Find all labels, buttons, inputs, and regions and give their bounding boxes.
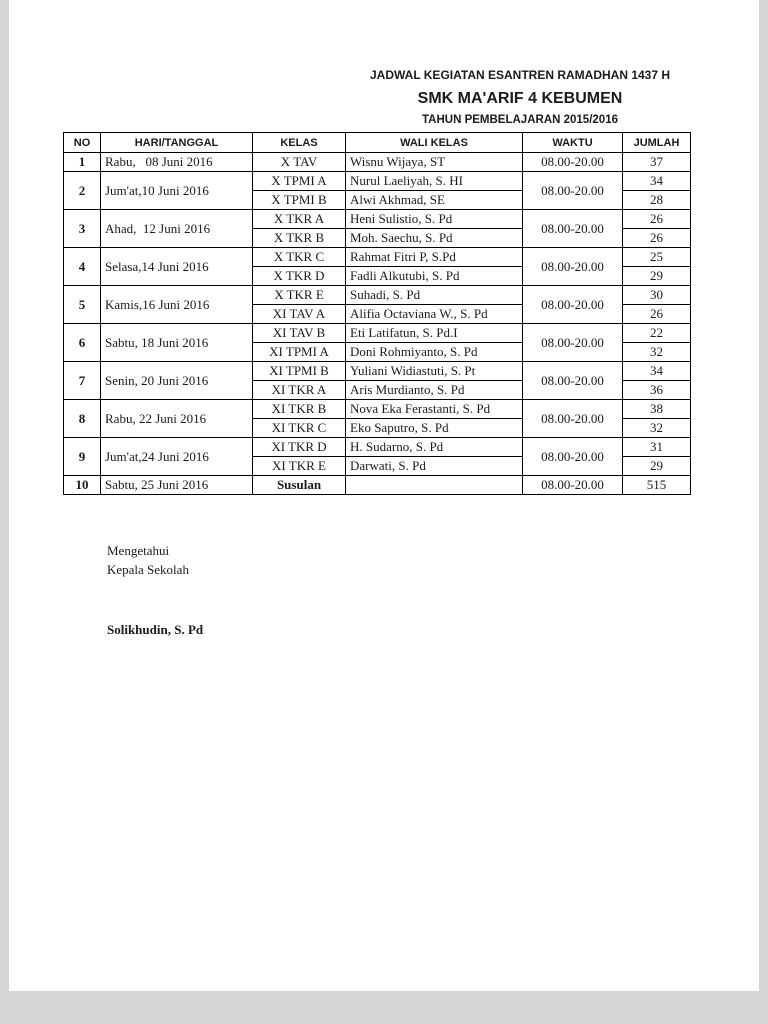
- cell-no: 10: [64, 476, 101, 495]
- cell-waktu: 08.00-20.00: [523, 476, 623, 495]
- cell-jumlah: 31: [623, 438, 691, 457]
- cell-wali: H. Sudarno, S. Pd: [346, 438, 523, 457]
- cell-waktu: 08.00-20.00: [523, 172, 623, 210]
- signature-name: Solikhudin, S. Pd: [107, 622, 204, 637]
- cell-kelas: X TKR A: [253, 210, 346, 229]
- table-row: [64, 286, 691, 305]
- cell-wali: Aris Murdianto, S. Pd: [346, 381, 523, 400]
- cell-wali: Suhadi, S. Pd: [346, 286, 523, 305]
- cell-jumlah: 22: [623, 324, 691, 343]
- cell-wali: Rahmat Fitri P, S.Pd: [346, 248, 523, 267]
- column-header-no: NO: [64, 133, 101, 153]
- cell-kelas: XI TKR E: [253, 457, 346, 476]
- table-header-row: [64, 133, 691, 153]
- cell-jumlah: 26: [623, 305, 691, 324]
- cell-date: Senin, 20 Juni 2016: [101, 362, 253, 400]
- cell-date: Rabu, 22 Juni 2016: [101, 400, 253, 438]
- cell-waktu: 08.00-20.00: [523, 362, 623, 400]
- cell-kelas: XI TKR C: [253, 419, 346, 438]
- cell-jumlah: 28: [623, 191, 691, 210]
- table-row: [64, 210, 691, 229]
- cell-jumlah: 37: [623, 153, 691, 172]
- cell-kelas: Susulan: [253, 476, 346, 495]
- document-page: [9, 0, 759, 991]
- cell-kelas: XI TAV B: [253, 324, 346, 343]
- cell-wali: Nova Eka Ferastanti, S. Pd: [346, 400, 523, 419]
- cell-jumlah: 515: [623, 476, 691, 495]
- cell-waktu: 08.00-20.00: [523, 324, 623, 362]
- cell-kelas: X TKR B: [253, 229, 346, 248]
- cell-kelas: XI TAV A: [253, 305, 346, 324]
- cell-waktu: 08.00-20.00: [523, 286, 623, 324]
- cell-kelas: X TAV: [253, 153, 346, 172]
- cell-no: 8: [64, 400, 101, 438]
- acknowledge-label: Mengetahui: [107, 543, 170, 558]
- cell-no: 5: [64, 286, 101, 324]
- column-header-kelas: KELAS: [253, 133, 346, 153]
- cell-waktu: 08.00-20.00: [523, 210, 623, 248]
- cell-waktu: 08.00-20.00: [523, 438, 623, 476]
- cell-no: 6: [64, 324, 101, 362]
- cell-wali: Wisnu Wijaya, ST: [346, 153, 523, 172]
- table-row: [64, 172, 691, 191]
- cell-kelas: XI TKR B: [253, 400, 346, 419]
- table-row: [64, 438, 691, 457]
- cell-wali: Eko Saputro, S. Pd: [346, 419, 523, 438]
- cell-date: Kamis,16 Juni 2016: [101, 286, 253, 324]
- cell-waktu: 08.00-20.00: [523, 248, 623, 286]
- cell-date: Sabtu, 25 Juni 2016: [101, 476, 253, 495]
- table-row: [64, 362, 691, 381]
- schedule-table: [63, 132, 691, 495]
- cell-no: 9: [64, 438, 101, 476]
- cell-kelas: XI TKR A: [253, 381, 346, 400]
- table-row: [64, 153, 691, 172]
- cell-wali: Heni Sulistio, S. Pd: [346, 210, 523, 229]
- cell-jumlah: 34: [623, 362, 691, 381]
- cell-jumlah: 29: [623, 457, 691, 476]
- cell-wali: Yuliani Widiastuti, S. Pt: [346, 362, 523, 381]
- academic-year: TAHUN PEMBELAJARAN 2015/2016: [422, 114, 618, 126]
- cell-no: 4: [64, 248, 101, 286]
- cell-jumlah: 25: [623, 248, 691, 267]
- cell-wali: Alifia Octaviana W., S. Pd: [346, 305, 523, 324]
- cell-jumlah: 30: [623, 286, 691, 305]
- cell-no: 2: [64, 172, 101, 210]
- cell-jumlah: 34: [623, 172, 691, 191]
- cell-wali: [346, 476, 523, 495]
- cell-kelas: X TPMI B: [253, 191, 346, 210]
- cell-wali: Moh. Saechu, S. Pd: [346, 229, 523, 248]
- document-header: [350, 68, 690, 126]
- cell-jumlah: 36: [623, 381, 691, 400]
- table-row: [64, 248, 691, 267]
- signature-block: [107, 541, 203, 639]
- cell-date: Jum'at,10 Juni 2016: [101, 172, 253, 210]
- cell-kelas: X TKR D: [253, 267, 346, 286]
- column-header-hari-tanggal: HARI/TANGGAL: [101, 133, 253, 153]
- principal-label: Kepala Sekolah: [107, 562, 189, 577]
- cell-jumlah: 32: [623, 343, 691, 362]
- cell-kelas: X TKR E: [253, 286, 346, 305]
- school-name: SMK MA'ARIF 4 KEBUMEN: [417, 90, 623, 107]
- cell-date: Selasa,14 Juni 2016: [101, 248, 253, 286]
- cell-waktu: 08.00-20.00: [523, 400, 623, 438]
- cell-jumlah: 26: [623, 210, 691, 229]
- table-row: [64, 400, 691, 419]
- cell-date: Jum'at,24 Juni 2016: [101, 438, 253, 476]
- cell-kelas: X TPMI A: [253, 172, 346, 191]
- cell-no: 7: [64, 362, 101, 400]
- schedule-body: [64, 153, 691, 495]
- table-row: [64, 324, 691, 343]
- cell-kelas: X TKR C: [253, 248, 346, 267]
- cell-kelas: XI TKR D: [253, 438, 346, 457]
- cell-wali: Eti Latifatun, S. Pd.I: [346, 324, 523, 343]
- cell-no: 3: [64, 210, 101, 248]
- column-header-waktu: WAKTU: [523, 133, 623, 153]
- cell-wali: Alwi Akhmad, SE: [346, 191, 523, 210]
- cell-no: 1: [64, 153, 101, 172]
- cell-jumlah: 38: [623, 400, 691, 419]
- cell-kelas: XI TPMI B: [253, 362, 346, 381]
- cell-jumlah: 32: [623, 419, 691, 438]
- cell-jumlah: 26: [623, 229, 691, 248]
- cell-waktu: 08.00-20.00: [523, 153, 623, 172]
- cell-kelas: XI TPMI A: [253, 343, 346, 362]
- cell-jumlah: 29: [623, 267, 691, 286]
- column-header-wali-kelas: WALI KELAS: [346, 133, 523, 153]
- cell-wali: Darwati, S. Pd: [346, 457, 523, 476]
- cell-wali: Doni Rohmiyanto, S. Pd: [346, 343, 523, 362]
- cell-wali: Fadli Alkutubi, S. Pd: [346, 267, 523, 286]
- cell-wali: Nurul Laeliyah, S. HI: [346, 172, 523, 191]
- cell-date: Ahad, 12 Juni 2016: [101, 210, 253, 248]
- cell-date: Rabu, 08 Juni 2016: [101, 153, 253, 172]
- table-row: [64, 476, 691, 495]
- document-title: JADWAL KEGIATAN ESANTREN RAMADHAN 1437 H: [369, 68, 671, 82]
- column-header-jumlah: JUMLAH: [623, 133, 691, 153]
- cell-date: Sabtu, 18 Juni 2016: [101, 324, 253, 362]
